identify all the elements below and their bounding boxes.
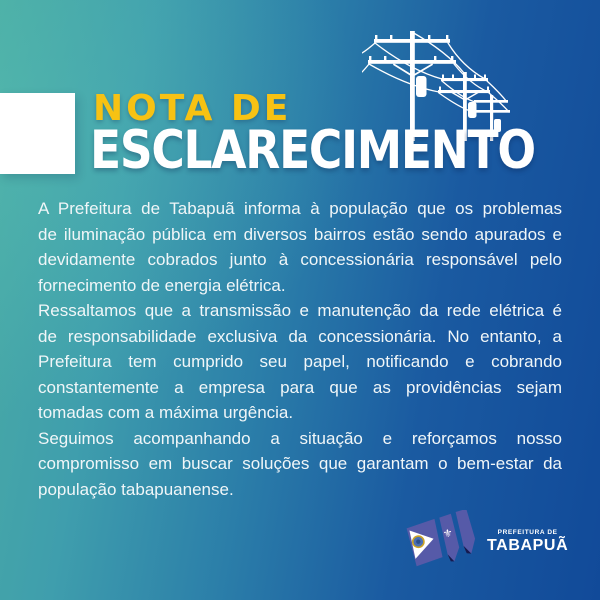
white-square-accent xyxy=(0,93,75,174)
body-line: compromisso em buscar soluções que garantam o bem-estar da xyxy=(38,454,562,473)
body-line: Ressaltamos que a transmissão e manutenção da rede elétrica é xyxy=(38,301,562,320)
logo-tabapua: TABAPUÃ xyxy=(487,537,569,554)
body-line: fornecimento de energia elétrica. xyxy=(38,275,286,295)
logo-prefeitura-de: PREFEITURA DE xyxy=(497,529,558,536)
announcement-body xyxy=(38,196,562,502)
body-line: de iluminação pública em diversos bairros estão sendo apurados e xyxy=(38,224,562,244)
title-line-2: ESCLARECIMENTO xyxy=(90,120,535,181)
body-line: devidamente cobrados junto à concessionária responsável pelo xyxy=(38,250,562,269)
body-line: A Prefeitura de Tabapuã informa à população que os problemas xyxy=(38,199,562,218)
body-line: Prefeitura tem cumprido seu papel, notificando e cobrando xyxy=(38,352,562,371)
logo-text xyxy=(487,529,568,555)
page-title xyxy=(90,88,600,181)
body-line: constantemente a empresa para que as providências sejam xyxy=(38,377,562,397)
fleur-de-lis-icon: ⚜ xyxy=(441,526,454,541)
body-line: de responsabilidade exclusiva da concessionária. No entanto, a xyxy=(38,326,562,346)
body-line: população tabapuanense. xyxy=(38,479,234,499)
title-line-1: NOTA DE xyxy=(93,88,292,129)
prefeitura-logo xyxy=(402,510,568,572)
tabapua-flag-icon xyxy=(402,510,482,572)
body-line: tomadas com a máxima urgência. xyxy=(38,403,294,422)
body-line: Seguimos acompanhando a situação e reforçamos nosso xyxy=(38,428,562,448)
